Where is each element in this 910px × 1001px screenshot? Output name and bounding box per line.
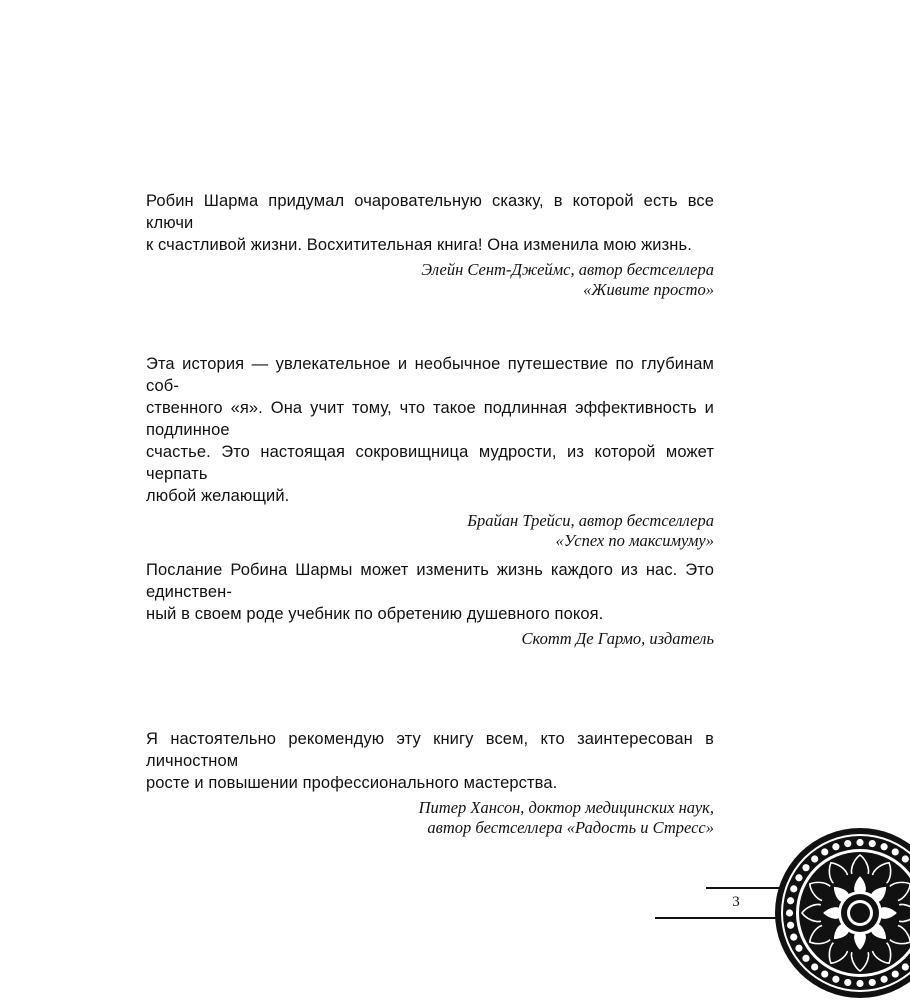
quote-text: Эта история — увлекательное и необычное путешествие по глубинам соб- ственного «я». Она учит тому, что такое подлинная эффективность и подлинное счастье. Это настоящая сокровищница мудрости, из которой может черпать любой желающий. (146, 355, 714, 505)
quote-attribution: Питер Хансон, доктор медицинских наук, автор бестселлера «Радость и Стресс» (418, 798, 714, 837)
quote-text: Робин Шарма придумал очаровательную сказку, в которой есть все ключи к счастливой жизни. Восхитительная книга! Она изменила мою жизнь. (146, 192, 714, 254)
mandala-icon (773, 826, 910, 1000)
page-number: 3 (732, 894, 740, 910)
quote-attribution: Скотт Де Гармо, издатель (521, 629, 714, 648)
page-number-rule-bottom (655, 917, 780, 919)
endorsement-quote (146, 353, 714, 551)
quote-attribution: Элейн Сент-Джеймс, автор бестселлера «Живите просто» (421, 260, 714, 299)
quote-text: Я настоятельно рекомендую эту книгу всем, кто заинтересован в личностном росте и повышении профессионального мастерства. (146, 730, 714, 792)
endorsement-quote (146, 559, 714, 649)
endorsement-quote (146, 190, 714, 300)
quote-attribution: Брайан Трейси, автор бестселлера «Успех по максимуму» (467, 511, 714, 550)
quote-text: Послание Робина Шармы может изменить жизнь каждого из нас. Это единствен- ный в своем роде учебник по обретению душевного покоя. (146, 561, 714, 623)
endorsement-quote (146, 728, 714, 838)
